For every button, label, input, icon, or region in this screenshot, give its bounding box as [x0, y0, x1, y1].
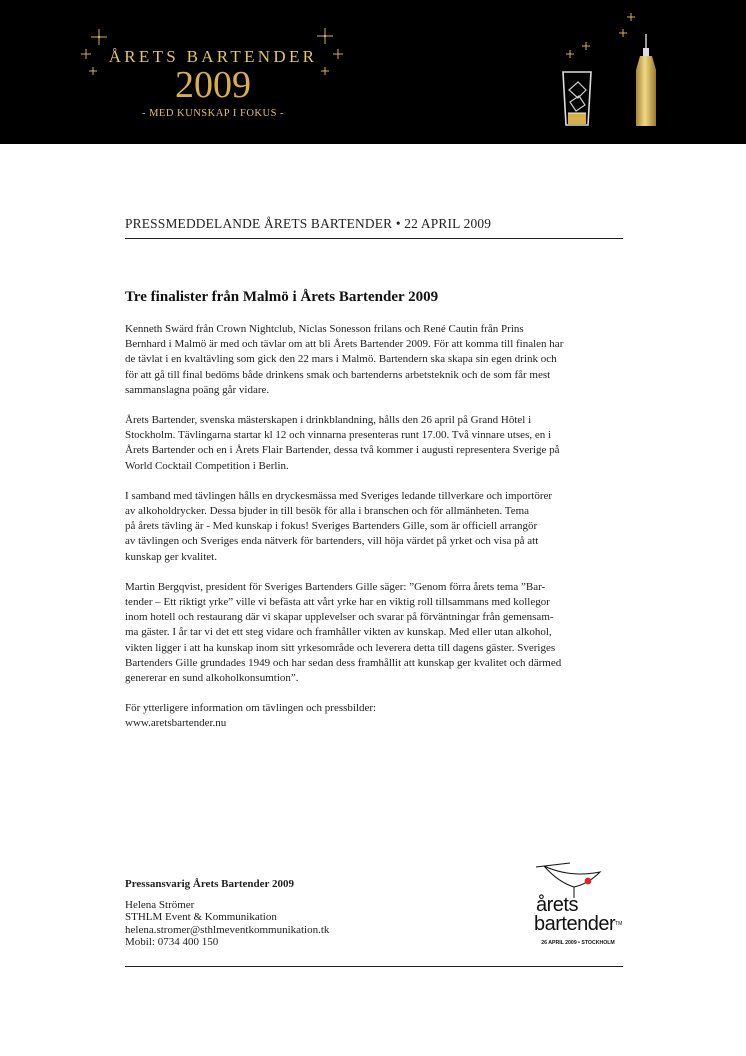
cocktail-glass-icon	[560, 68, 594, 128]
contact-phone: Mobil: 0734 400 150	[125, 936, 219, 948]
paragraph-2: Årets Bartender, svenska mästerskapen i drinkblandning, hålls den 26 april på Grand Hôtel i Stockholm. Tävlingarna startar kl 12 och vinnarna presenteras runt 17.00. Två vinnare utses, en i Årets Bartender och en i Årets Flair Bartender, dessa två kommer i augusti representera Sverige på World Cocktail Competition i Berlin.	[125, 414, 560, 472]
banner-tagline: - MED KUNSKAP I FOKUS -	[141, 108, 285, 119]
banner-year: 2009	[175, 64, 251, 106]
header-divider	[125, 238, 623, 239]
bottle-icon	[630, 32, 664, 130]
arets-bartender-logo	[530, 860, 626, 950]
logo-word-arets: årets	[536, 894, 578, 916]
sparkle-icon	[566, 50, 574, 58]
sparkle-icon	[88, 66, 98, 76]
header-banner	[0, 0, 746, 144]
website-link[interactable]: www.aretsbartender.nu	[125, 717, 227, 730]
sparkle-icon	[316, 27, 334, 45]
contact-heading: Pressansvarig Årets Bartender 2009	[125, 878, 294, 890]
logo-word-bartender: bartender™	[534, 913, 623, 935]
sparkle-icon	[332, 48, 344, 60]
footer-divider	[125, 966, 623, 967]
paragraph-3: I samband med tävlingen hålls en dryckesmässa med Sveriges ledande tillverkare och importörer av alkoholdrycker. Dessa bjuder in till besök för alla i branschen och för allmänheten. Tema på årets tävling är - Med kunskap i fokus! Sveriges Bartenders Gille, som är officiell arrangör av tävlingen och Sveriges enda nätverk för bartenders, vill höja värdet på yrket och visa på att kunskap ger kvalitet.	[125, 489, 553, 563]
article-body	[125, 322, 623, 732]
article-headline: Tre finalister från Malmö i Årets Bartender 2009	[125, 289, 439, 305]
sparkle-icon	[618, 28, 628, 38]
sparkle-icon	[80, 48, 92, 60]
sparkle-icon	[582, 42, 590, 50]
contact-name: Helena Strömer	[125, 898, 195, 911]
paragraph-1: Kenneth Swärd från Crown Nightclub, Niclas Sonesson frilans och René Cautin från Prins Bernhard i Malmö är med och tävlar om att bli Årets Bartender 2009. För att komma till finalen har de tävlat i en kvaltävling som gick den 22 mars i Malmö. Bartendern ska skapa sin egen drink och för att gå till final bedöms både drinkens smak och bartenderns arbetsteknik och de som får mest sammanslagna poäng går vidare.	[125, 323, 564, 396]
contact-company: STHLM Event & Kommunikation	[125, 911, 277, 923]
press-release-header: PRESSMEDDELANDE ÅRETS BARTENDER • 22 APRIL 2009	[125, 216, 492, 231]
sparkle-icon	[626, 12, 636, 22]
banner-title: ÅRETS BARTENDER	[108, 47, 318, 66]
paragraph-5: För ytterligere information om tävlingen och pressbilder: www.aretsbartender.nu	[125, 702, 377, 730]
press-contact	[125, 878, 425, 949]
sparkle-icon	[90, 28, 108, 46]
paragraph-4: Martin Bergqvist, president för Sveriges Bartenders Gille säger: ”Genom förra årets tema ”Bar- tender – Ett riktigt yrke” ville vi befästa att vårt yrke har en viktig roll tillsammans med kollegor inom hotell och restaurang där vi skapar upplevelser och svarar på förväntningar från gemensam- ma gäster. I år tar vi det ett steg vidare och framhåller vikten av kunskap. Med eller utan alkohol, vikten ligger i att ha kunskap inom sitt yrkesområde och leverera detta till dagens gäster. Sveriges Bartenders Gille grundades 1949 och har sedan dess framhållit att kunskap ger kvalitet och därmed genererar en sund alkoholkonsumtion”.	[125, 580, 562, 685]
contact-email[interactable]: helena.stromer@sthlmeventkommunikation.tk	[125, 923, 330, 936]
logo-date: 26 APRIL 2009 • STOCKHOLM	[541, 940, 615, 946]
